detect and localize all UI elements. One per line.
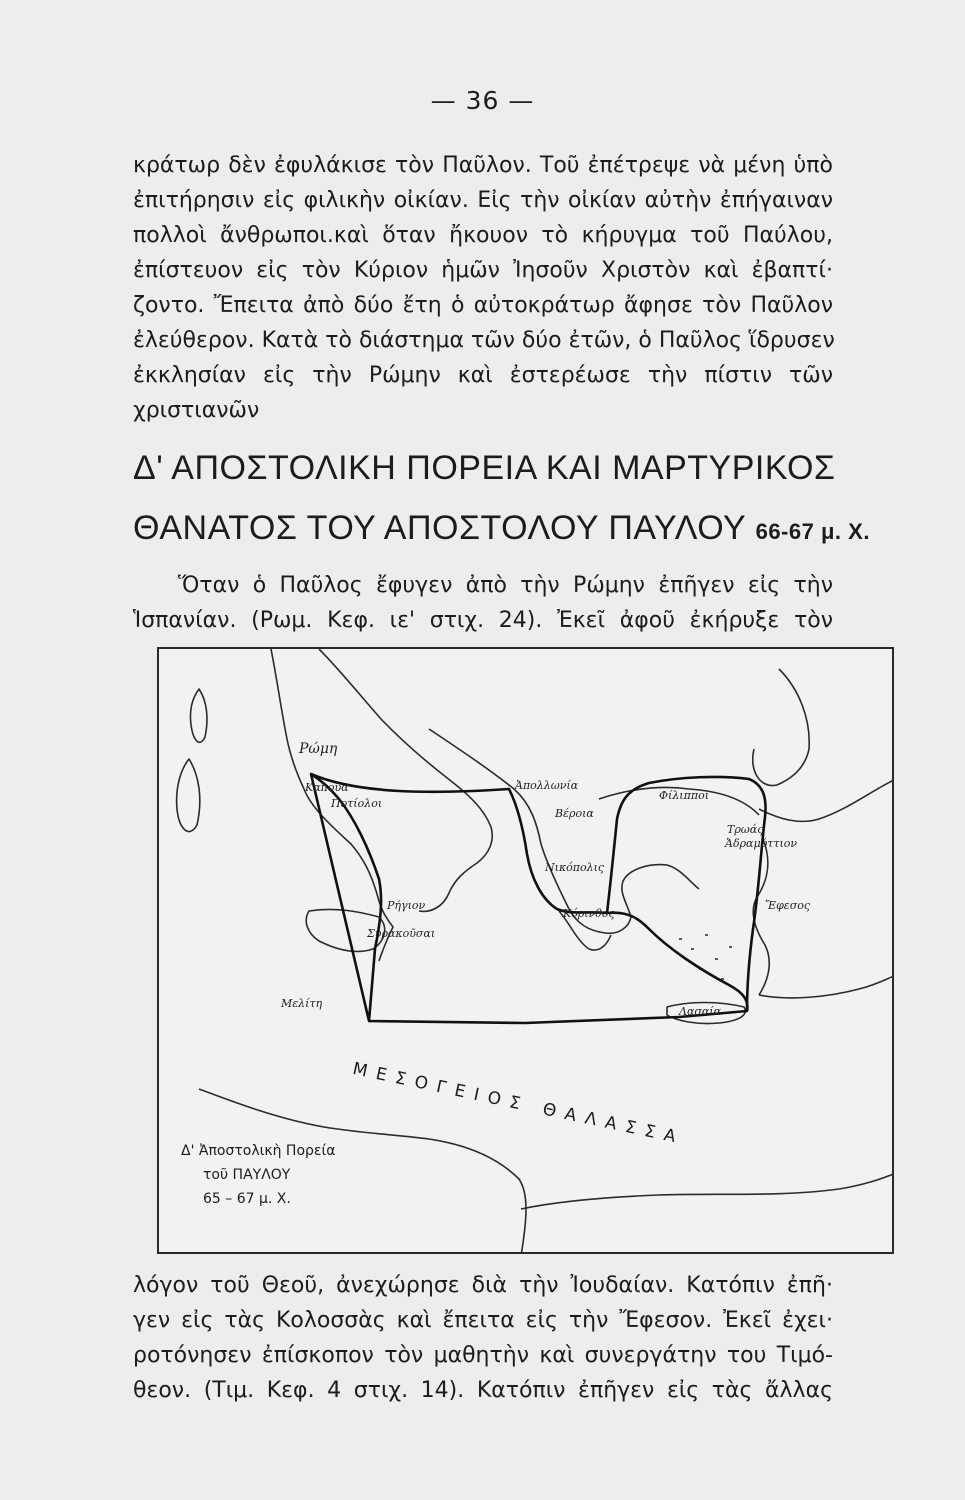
- asia-minor-coastline: [759, 779, 894, 821]
- route-path-east: [607, 777, 766, 1011]
- place-label-veroia: Βέροια: [555, 807, 594, 820]
- text-line: Ὅταν ὁ Παῦλος ἔφυγεν ἀπὸ τὴν Ρώμην ἐπῆγεν εἰς τὴν: [178, 573, 833, 598]
- caption-line-2: τοῦ ΠΑΥΛΟΥ: [203, 1167, 291, 1183]
- heading-title: ΘΑΝΑΤΟΣ ΤΟΥ ΑΠΟΣΤΟΛΟΥ ΠΑΥΛΟΥ: [133, 509, 746, 547]
- place-label-melite: Μελίτη: [281, 997, 323, 1010]
- balkan-coastline: [429, 729, 699, 933]
- corsica-coastline: [190, 689, 207, 742]
- text-line: ἐλεύθερον. Κατὰ τὸ διάστημα τῶν δύο ἐτῶν, ὁ Παῦλος ἵδρυσεν: [133, 328, 835, 353]
- place-label-rigion: Ρήγιον: [387, 899, 426, 912]
- route-map: [157, 647, 894, 1254]
- heading-line-1: Δ' ΑΠΟΣΤΟΛΙΚΗ ΠΟΡΕΙΑ ΚΑΙ ΜΑΡΤΥΡΙΚΟΣ: [133, 449, 836, 487]
- africa-coastline-east: [521, 1173, 894, 1209]
- sea-label: ΜΕΣΟΓΕΙΟΣ ΘΑΛΑΣΣΑ: [350, 1059, 687, 1149]
- paragraph-top: [133, 148, 833, 428]
- place-label-syrakousai: Συρακοῦσαι: [367, 927, 436, 940]
- place-label-troas: Τρωάς: [727, 823, 764, 836]
- black-sea-coastline: [753, 669, 810, 786]
- heading-line-2: [133, 498, 933, 562]
- sardinia-coastline: [177, 759, 200, 832]
- section-heading: [133, 438, 933, 562]
- text-line: λόγον τοῦ Θεοῦ, ἀνεχώρησε διὰ τὴν Ἰουδαίαν. Κατόπιν ἐπῆ·: [133, 1273, 833, 1298]
- place-label-adramyttion: Ἀδραμύττιον: [725, 837, 798, 850]
- text-line: Ἱσπανίαν. (Ρωμ. Κεφ. ιε' στιχ. 24). Ἐκεῖ ἀφοῦ ἐκήρυξε τὸν: [133, 608, 833, 633]
- place-label-nikopolis: Νικόπολις: [545, 861, 605, 874]
- text-line: κράτωρ δὲν ἐφυλάκισε τὸν Παῦλον. Τοῦ ἐπέτρεψε νὰ μένη ὑπὸ: [133, 153, 833, 178]
- place-label-philippoi: Φίλιπποι: [659, 789, 710, 802]
- text-line: θεον. (Τιμ. Κεφ. 4 στιχ. 14). Κατόπιν ἐπῆγεν εἰς τὰς ἄλλας: [133, 1378, 833, 1403]
- place-label-potioloi: Ποτίολοι: [331, 797, 383, 810]
- text-line: ἐπίστευον εἰς τὸν Κύριον ἡμῶν Ἰησοῦν Χριστὸν καὶ ἐβαπτί·: [133, 258, 833, 283]
- route-path: [311, 774, 747, 1023]
- place-label-kapoua: Καπούα: [305, 781, 349, 794]
- heading-date: 66-67 μ. Χ.: [755, 519, 870, 544]
- map-caption: [181, 1139, 335, 1211]
- place-label-rome: Ρώμη: [299, 741, 338, 757]
- text-line: γεν εἰς τὰς Κολοσσὰς καὶ ἔπειτα εἰς τὴν Ἔφεσον. Ἐκεῖ ἐχει·: [133, 1308, 833, 1333]
- place-label-lasaia: Λασαία: [679, 1005, 722, 1018]
- paragraph-bottom: [133, 1268, 833, 1408]
- text-line: ἐκκλησίαν εἰς τὴν Ρώμην καὶ ἐστερέωσε τὴν πίστιν τῶν: [133, 363, 833, 388]
- caption-line-1: Δ' Ἀποστολικὴ Πορεία: [181, 1143, 336, 1159]
- text-line: ἐπιτήρησιν εἰς φιλικὴν οἰκίαν. Εἰς τὴν οἰκίαν αὐτὴν ἐπήγαιναν: [133, 188, 833, 213]
- caption-line-3: 65 – 67 μ. Χ.: [203, 1191, 291, 1207]
- text-line: χριστιανῶν: [133, 398, 260, 423]
- paragraph-mid: [133, 568, 833, 638]
- text-line: ζοντο. Ἔπειτα ἀπὸ δύο ἔτη ὁ αὐτοκράτωρ ἄφησε τὸν Παῦλον: [133, 293, 833, 318]
- text-line: ροτόνησεν ἐπίσκοπον τὸν μαθητὴν καὶ συνεργάτην του Τιμό-: [133, 1343, 833, 1368]
- place-label-korinthos: Κόρινθος: [563, 907, 615, 920]
- asia-minor-south-coast: [759, 975, 894, 998]
- page-number: — 36 —: [430, 86, 535, 115]
- place-label-efesos: Ἔφεσος: [765, 899, 810, 912]
- place-label-apollonia: Ἀπολλωνία: [515, 779, 579, 792]
- text-line: πολλοὶ ἄνθρωποι.καὶ ὅταν ἤκουον τὸ κήρυγμα τοῦ Παύλου,: [133, 223, 833, 248]
